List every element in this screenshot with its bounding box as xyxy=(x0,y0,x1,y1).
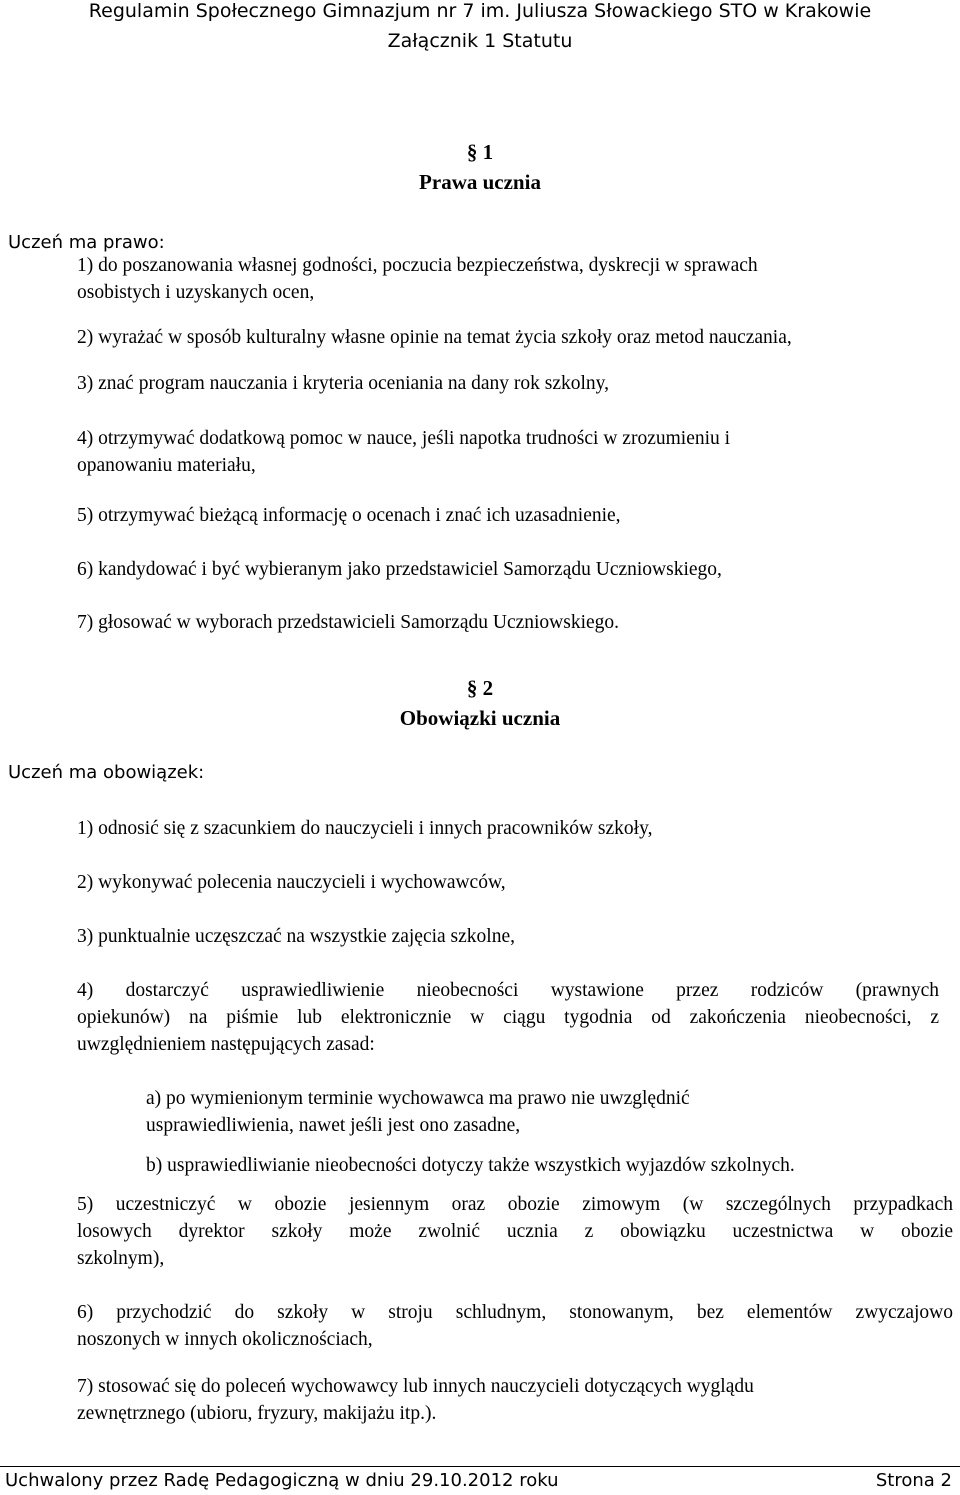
duty-item-4-line-2: opiekunów) na piśmie lub elektronicznie w ciągu tygodnia od zakończenia nieobecności, z xyxy=(77,1007,939,1028)
duty-subitem-a-line-2: usprawiedliwienia, nawet jeśli jest ono zasadne, xyxy=(146,1115,521,1136)
duty-item-5-line-2: losowych dyrektor szkoły może zwolnić ucznia z obowiązku uczestnictwa w obozie xyxy=(77,1221,953,1242)
duty-item-5-line-1: 5) uczestniczyć w obozie jesiennym oraz obozie zimowym (w szczególnych przypadkach xyxy=(77,1194,953,1215)
duty-item-1: 1) odnosić się z szacunkiem do nauczycieli i innych pracowników szkoły, xyxy=(77,818,653,839)
section-2-intro: Uczeń ma obowiązek: xyxy=(8,762,205,783)
duty-subitem-b: b) usprawiedliwianie nieobecności dotyczy także wszystkich wyjazdów szkolnych. xyxy=(146,1155,795,1176)
duty-item-4 xyxy=(77,977,939,1058)
section-1-number: § 1 xyxy=(466,140,494,164)
duty-item-6-line-2: noszonych w innych okolicznościach, xyxy=(77,1329,373,1350)
footer-page-number: Strona 2 xyxy=(875,1470,952,1491)
document-header-title: Regulamin Społecznego Gimnazjum nr 7 im. Juliusza Słowackiego STO w Krakowie xyxy=(88,0,872,22)
right-item-1-line-1: 1) do poszanowania własnej godności, poczucia bezpieczeństwa, dyskrecji w sprawach xyxy=(77,255,758,276)
duty-item-5 xyxy=(77,1191,953,1272)
section-1-intro: Uczeń ma prawo: xyxy=(8,232,165,253)
right-item-1-line-2: osobistych i uzyskanych ocen, xyxy=(77,282,315,303)
duty-item-6-line-1: 6) przychodzić do szkoły w stroju schludnym, stonowanym, bez elementów zwyczajowo xyxy=(77,1302,953,1323)
duty-subitem-a-line-1: a) po wymienionym terminie wychowawca ma prawo nie uwzględnić xyxy=(146,1088,690,1109)
right-item-6: 6) kandydować i być wybieranym jako przedstawiciel Samorządu Uczniowskiego, xyxy=(77,559,722,580)
duty-item-4-line-1: 4) dostarczyć usprawiedliwienie nieobecności wystawione przez rodziców (prawnych xyxy=(77,980,939,1001)
right-item-4-line-1: 4) otrzymywać dodatkową pomoc w nauce, jeśli napotka trudności w zrozumieniu i xyxy=(77,428,731,449)
duty-item-3: 3) punktualnie uczęszczać na wszystkie zajęcia szkolne, xyxy=(77,926,515,947)
right-item-5: 5) otrzymywać bieżącą informację o ocenach i znać ich uzasadnienie, xyxy=(77,505,621,526)
duty-item-6 xyxy=(77,1299,953,1353)
footer-divider xyxy=(0,1466,960,1467)
duty-item-4-line-3: uwzględnieniem następujących zasad: xyxy=(77,1034,375,1055)
document-header-subtitle: Załącznik 1 Statutu xyxy=(387,30,573,52)
section-2-title: Obowiązki ucznia xyxy=(399,706,561,730)
footer-adoption-note: Uchwalony przez Radę Pedagogiczną w dniu 29.10.2012 roku xyxy=(5,1470,559,1491)
section-1-title: Prawa ucznia xyxy=(419,170,541,194)
duty-item-7-line-2: zewnętrznego (ubioru, fryzury, makijażu itp.). xyxy=(77,1403,437,1424)
duty-item-5-line-3: szkolnym), xyxy=(77,1248,165,1269)
section-2-number: § 2 xyxy=(466,676,494,700)
duty-item-2: 2) wykonywać polecenia nauczycieli i wychowawców, xyxy=(77,872,506,893)
right-item-7: 7) głosować w wyborach przedstawicieli Samorządu Uczniowskiego. xyxy=(77,612,620,633)
right-item-3: 3) znać program nauczania i kryteria oceniania na dany rok szkolny, xyxy=(77,373,610,394)
duty-item-7-line-1: 7) stosować się do poleceń wychowawcy lub innych nauczycieli dotyczących wyglądu xyxy=(77,1376,754,1397)
right-item-4-line-2: opanowaniu materiału, xyxy=(77,455,256,476)
right-item-2: 2) wyrażać w sposób kulturalny własne opinie na temat życia szkoły oraz metod nauczania, xyxy=(77,327,792,348)
